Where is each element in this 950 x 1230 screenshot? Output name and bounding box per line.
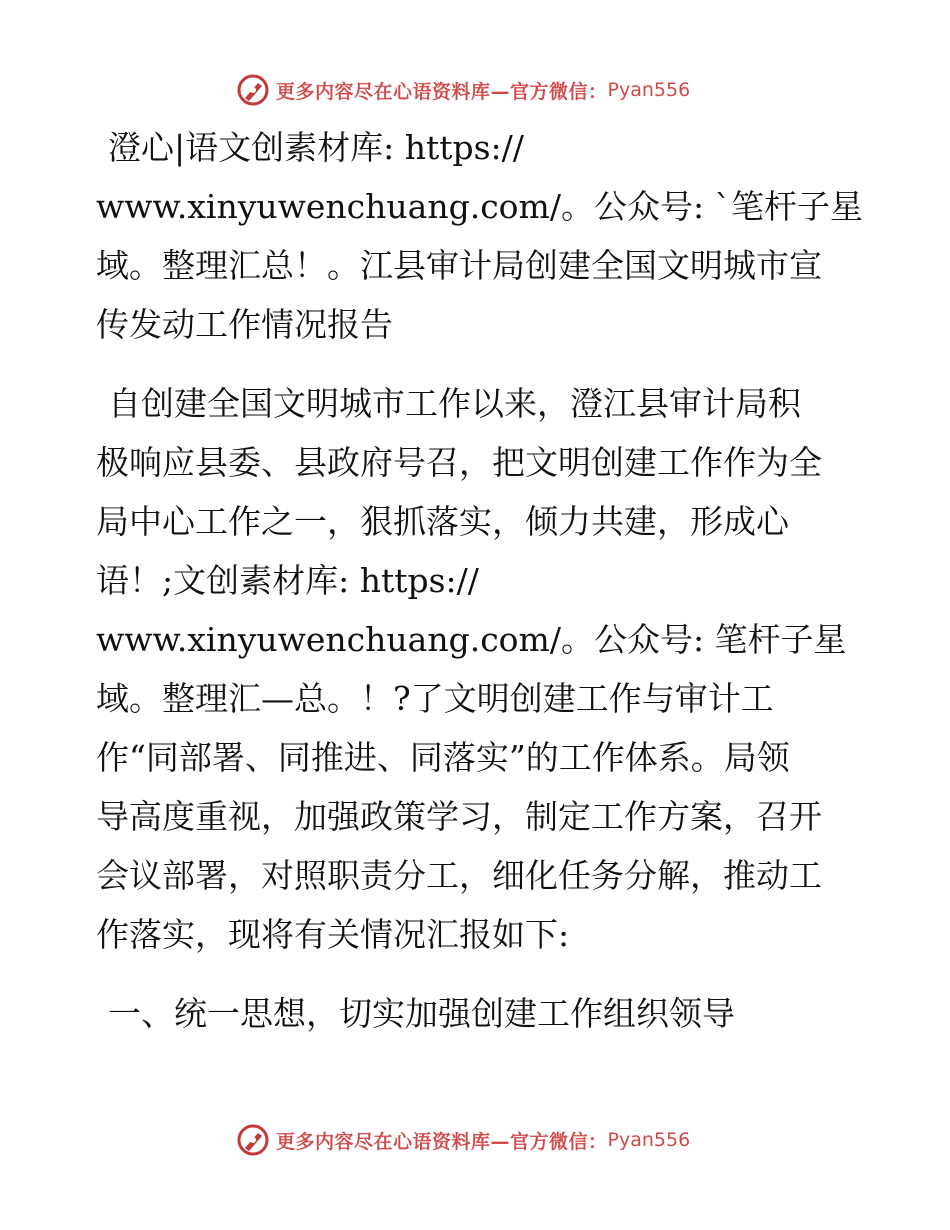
text-line: www.xinyuwenchuang.com/。公众号: 笔杆子星 [96,620,847,659]
text-line: 域。整理汇总！。江县审计局创建全国文明城市宣 [96,246,822,285]
text-line: 自创建全国文明城市工作以来，澄江县审计局积 [108,384,801,423]
text-line: www.xinyuwenchuang.com/。公众号: `笔杆子星 [96,187,864,226]
watermark-wechat-id: Pyan556 [607,79,691,101]
text-line: 域。整理汇—总。！?了文明创建工作与审计工 [96,679,774,718]
text-line: 导高度重视，加强政策学习，制定工作方案，召开 [96,797,822,836]
body-paragraph [96,374,856,964]
text-line: 局中心工作之一，狠抓落实，倾力共建，形成心 [96,502,789,541]
text-line: 传发动工作情况报告 [96,305,393,344]
watermark-footer [236,1122,690,1158]
document-body [96,118,864,1043]
text-line: 澄心|语文创素材库: https:// [108,128,524,167]
heading-line: 一、统一思想，切实加强创建工作组织领导 [108,994,735,1033]
watermark-text: 更多内容尽在心语资料库—官方微信： [276,80,608,103]
text-line: 会议部署，对照职责分工，细化任务分解，推动工 [96,856,822,895]
watermark-wechat-id: Pyan556 [607,1129,691,1151]
pen-logo-icon [236,73,270,107]
text-line: 语！;文创素材库: https:// [96,561,479,600]
text-line: 极响应县委、县政府号召，把文明创建工作作为全 [96,443,822,482]
section-heading [96,984,856,1043]
watermark-text: 更多内容尽在心语资料库—官方微信： [276,1130,608,1153]
pen-logo-icon [236,1123,270,1157]
text-line: 作落实，现将有关情况汇报如下: [96,915,570,954]
title-paragraph [96,118,864,354]
text-line: 作“同部署、同推进、同落实”的工作体系。局领 [96,738,790,777]
watermark-header [236,72,690,108]
